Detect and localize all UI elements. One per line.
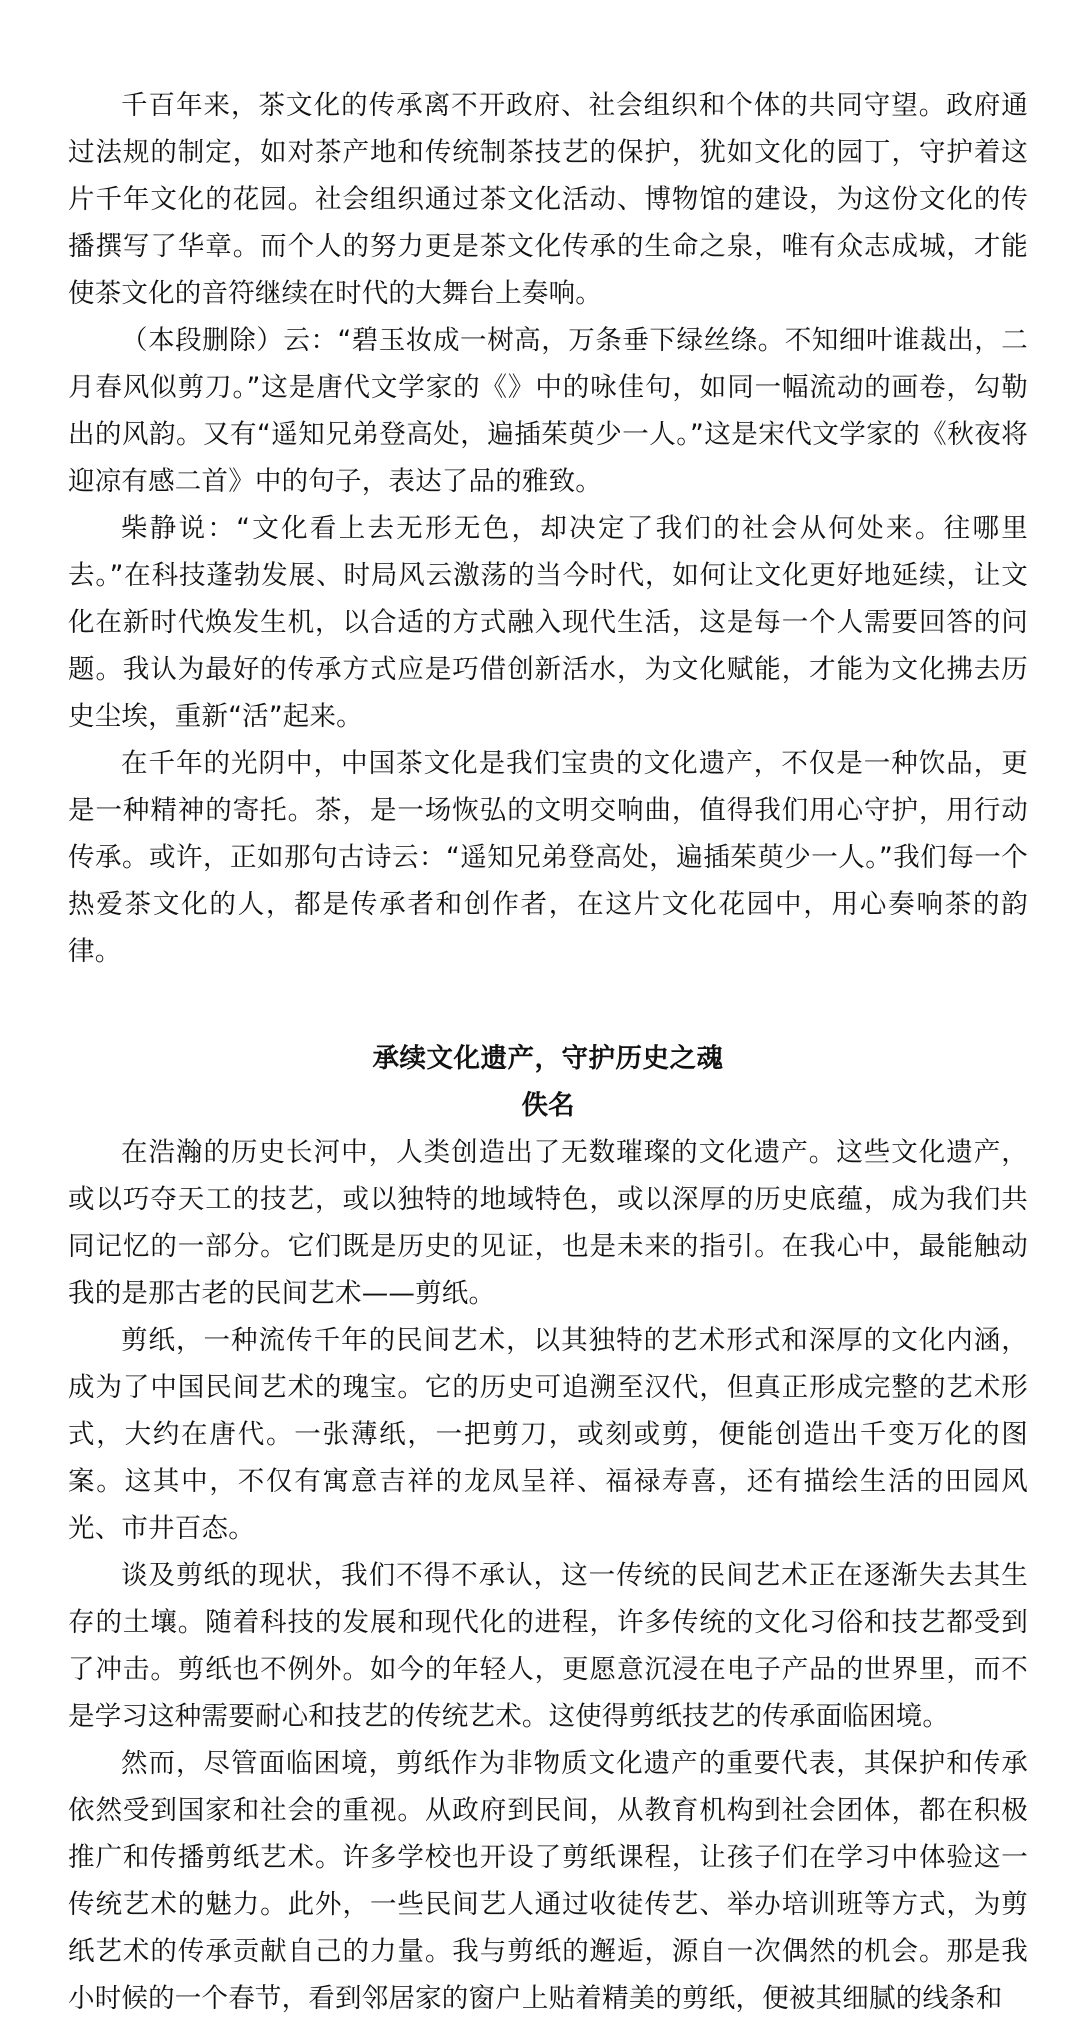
- essay-continuation: [68, 82, 1028, 975]
- paragraph: 谈及剪纸的现状，我们不得不承认，这一传统的民间艺术正在逐渐失去其生存的土壤。随着科技的发展和现代化的进程，许多传统的文化习俗和技艺都受到了冲击。剪纸也不例外。如今的年轻人，更愿意沉浸在电子产品的世界里，而不是学习这种需要耐心和技艺的传统艺术。这使得剪纸技艺的传承面临困境。: [68, 1560, 1028, 1732]
- paragraph: （本段删除）云：“碧玉妆成一树高，万条垂下绿丝绦。不知细叶谁裁出，二月春风似剪刀。”这是唐代文学家的《》中的咏佳句，如同一幅流动的画卷，勾勒出的风韵。又有“遥知兄弟登高处，遍插茱萸少一人。”这是宋代文学家的《秋夜将迎凉有感二首》中的句子，表达了品的雅致。: [68, 325, 1028, 497]
- paragraph: 千百年来，茶文化的传承离不开政府、社会组织和个体的共同守望。政府通过法规的制定，如对茶产地和传统制茶技艺的保护，犹如文化的园丁，守护着这片千年文化的花园。社会组织通过茶文化活动、博物馆的建设，为这份文化的传播撰写了华章。而个人的努力更是茶文化传承的生命之泉，唯有众志成城，才能使茶文化的音符继续在时代的大舞台上奏响。: [68, 90, 1028, 309]
- essay-title: 承续文化遗产，守护历史之魂: [372, 1043, 724, 1074]
- paragraph: 柴静说：“文化看上去无形无色，却决定了我们的社会从何处来。往哪里去。”在科技蓬勃发展、时局风云激荡的当今时代，如何让文化更好地延续，让文化在新时代焕发生机，以合适的方式融入现代生活，这是每一个人需要回答的问题。我认为最好的传承方式应是巧借创新活水，为文化赋能，才能为文化拂去历史尘埃，重新“活”起来。: [68, 513, 1028, 732]
- section-gap: [68, 975, 1028, 1035]
- document-page: [68, 82, 1028, 2022]
- second-essay: [68, 1035, 1028, 2022]
- paragraph: 在千年的光阴中，中国茶文化是我们宝贵的文化遗产，不仅是一种饮品，更是一种精神的寄托。茶，是一场恢弘的文明交响曲，值得我们用心守护，用行动传承。或许，正如那句古诗云：“遥知兄弟登高处，遍插茱萸少一人。”我们每一个热爱茶文化的人，都是传承者和创作者，在这片文化花园中，用心奏响茶的韵律。: [68, 748, 1028, 967]
- paragraph: 在浩瀚的历史长河中，人类创造出了无数璀璨的文化遗产。这些文化遗产，或以巧夺天工的技艺，或以独特的地域特色，或以深厚的历史底蕴，成为我们共同记忆的一部分。它们既是历史的见证，也是未来的指引。在我心中，最能触动我的是那古老的民间艺术——剪纸。: [68, 1137, 1028, 1309]
- paragraph: 剪纸，一种流传千年的民间艺术，以其独特的艺术形式和深厚的文化内涵，成为了中国民间艺术的瑰宝。它的历史可追溯至汉代，但真正形成完整的艺术形式，大约在唐代。一张薄纸，一把剪刀，或刻或剪，便能创造出千变万化的图案。这其中，不仅有寓意吉祥的龙凤呈祥、福禄寿喜，还有描绘生活的田园风光、市井百态。: [68, 1325, 1028, 1544]
- paragraph: 然而，尽管面临困境，剪纸作为非物质文化遗产的重要代表，其保护和传承依然受到国家和社会的重视。从政府到民间，从教育机构到社会团体，都在积极推广和传播剪纸艺术。许多学校也开设了剪纸课程，让孩子们在学习中体验这一传统艺术的魅力。此外，一些民间艺人通过收徒传艺、举办培训班等方式，为剪纸艺术的传承贡献自己的力量。我与剪纸的邂逅，源自一次偶然的机会。那是我小时候的一个春节，看到邻居家的窗户上贴着精美的剪纸，便被其细腻的线条和: [68, 1748, 1028, 2014]
- essay-author: 佚名: [521, 1090, 575, 1121]
